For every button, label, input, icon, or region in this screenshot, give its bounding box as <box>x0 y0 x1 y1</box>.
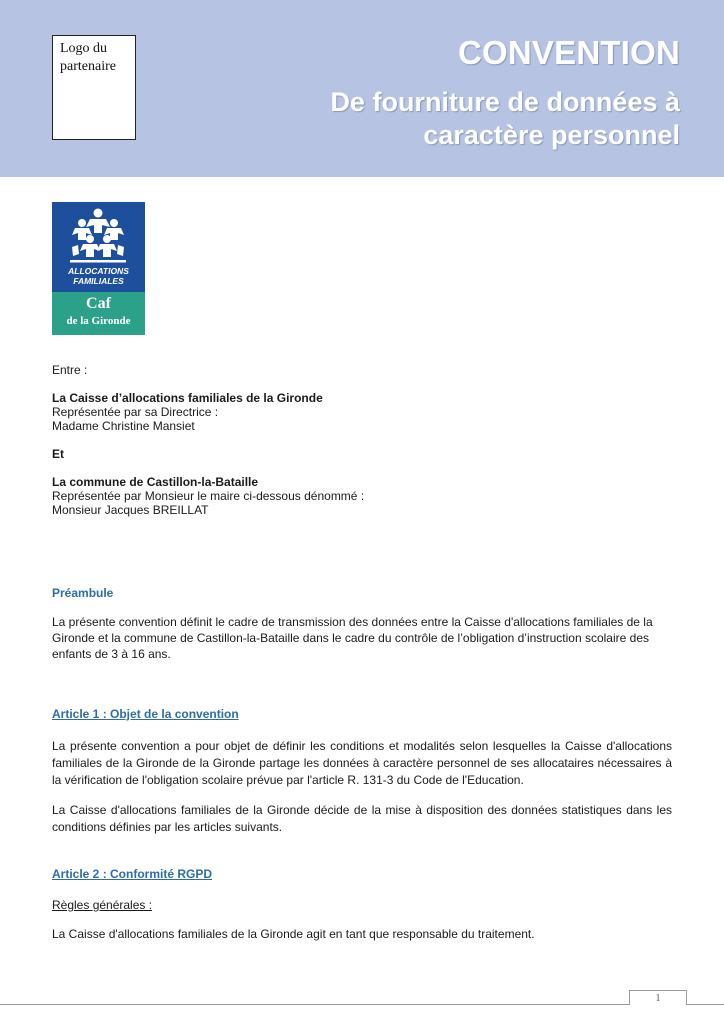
article1-heading: Article 1 : Objet de la convention <box>52 707 239 721</box>
caf-logo <box>52 202 145 335</box>
document-header <box>0 0 724 177</box>
parties-and: Et <box>52 447 64 461</box>
caf-logo-tagline <box>52 266 145 286</box>
article2-paragraph1: La Caisse d'allocations familiales de la Gironde agit en tant que responsable du traitement. <box>52 927 535 941</box>
preambule-heading: Préambule <box>52 586 114 600</box>
caf-logo-tagline-line1: ALLOCATIONS <box>68 266 129 276</box>
party1-name: La Caisse d’allocations familiales de la Gironde <box>52 391 323 405</box>
party1-person: Madame Christine Mansiet <box>52 419 195 433</box>
family-figures-icon <box>66 207 130 265</box>
parties-between: Entre : <box>52 363 88 377</box>
article2-subheading: Règles générales : <box>52 898 153 912</box>
document-subtitle: De fourniture de données à caractère personnel <box>330 87 680 150</box>
footer-divider <box>0 1004 724 1005</box>
page-number: 1 <box>629 990 687 1005</box>
article2-heading: Article 2 : Conformité RGPD <box>52 867 213 881</box>
party2-name: La commune de Castillon-la-Bataille <box>52 475 259 489</box>
caf-logo-top <box>52 202 145 292</box>
caf-logo-name: Caf <box>86 295 111 312</box>
partner-logo-placeholder: Logo du partenaire <box>52 35 136 140</box>
caf-logo-tagline-line2: FAMILIALES <box>73 276 124 286</box>
document-title: CONVENTION <box>457 34 680 71</box>
article1-paragraph2: La Caisse d'allocations familiales de la Gironde décide de la mise à disposition des données statistiques dans les conditions définies par les articles suivants. <box>52 803 672 834</box>
caf-logo-region: de la Gironde <box>66 315 131 327</box>
party1-representative: Représentée par sa Directrice : <box>52 405 219 419</box>
party2-person: Monsieur Jacques BREILLAT <box>52 503 209 517</box>
party2-representative: Représentée par Monsieur le maire ci-dessous dénommé : <box>52 489 365 503</box>
preambule-text: La présente convention définit le cadre de transmission des données entre la Caisse d'allocations familiales de la Gironde et la commune de Castillon-la-Bataille dans le cadre du contrôle de l’obligation d’instruction scolaire des enfants de 3 à 16 ans. <box>52 615 653 661</box>
article1-paragraph1: La présente convention a pour objet de définir les conditions et modalités selon lesquelles la Caisse d'allocations familiales de la Gironde de la Gironde partage les données à caractère personnel de ses allocataires nécessaires à la vérification de l'obligation scolaire prévue par l'article R. 131-3 du Code de l'Education. <box>52 739 672 787</box>
